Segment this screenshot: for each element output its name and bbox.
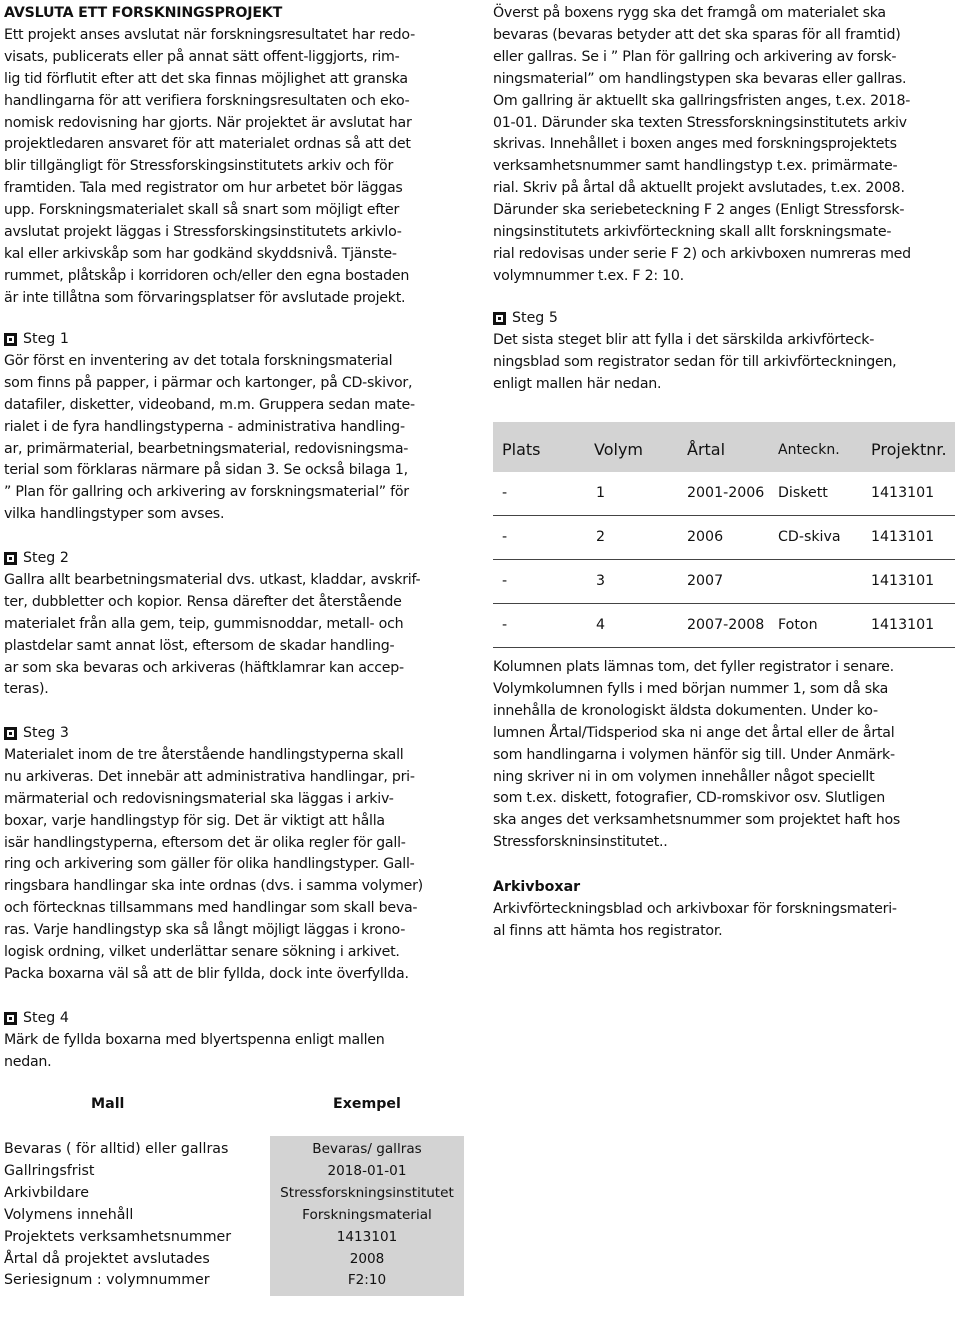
steg4-heading: Steg 4: [23, 1010, 69, 1026]
intro-line: Ett projekt anses avslutat när forskningsresultatet har redo-: [4, 26, 415, 43]
explanation-line: innehålla de kronologiskt äldsta dokumenten. Under ko-: [493, 702, 878, 719]
bullet-square-icon: [4, 333, 17, 346]
table-header: [493, 422, 955, 472]
cell-volym: 4: [596, 617, 606, 633]
steg3-line: märmaterial och redovisningsmaterial ska läggas i arkiv-: [4, 790, 394, 807]
steg4-line: nedan.: [4, 1053, 52, 1070]
exempel-value: F2:10: [347, 1272, 387, 1289]
header-volym: Volym: [594, 440, 643, 459]
steg3-line: Materialet inom de tre återstående handlingstyperna skall: [4, 746, 404, 763]
bullet-square-icon: [4, 552, 17, 565]
exempel-value: 2018-01-01: [327, 1162, 407, 1179]
cell-volym: 1: [596, 485, 606, 501]
cell-artal: 2007: [687, 573, 724, 589]
table-explanation: [493, 657, 956, 854]
box-label-instructions: [493, 3, 956, 288]
arkivforteckning-table: [493, 422, 955, 648]
cell-projektnr: 1413101: [871, 485, 935, 501]
intro-line: visats, publicerats eller på annat sätt offent-liggjorts, rim-: [4, 48, 400, 65]
explanation-line: ska anges det verksamhetsnummer som projektet haft hos: [493, 812, 901, 829]
steg3-heading: Steg 3: [23, 725, 69, 741]
instruction-line: 01-01. Därunder ska texten Stressforskningsinstitutets arkiv: [493, 114, 907, 131]
cell-projektnr: 1413101: [871, 617, 935, 633]
steg1-line: Gör först en inventering av det totala forskningsmaterial: [4, 352, 393, 369]
steg5-section: [493, 308, 956, 396]
steg2-line: ter, dubbletter och kopior. Rensa därefter det återstående: [4, 593, 402, 610]
instruction-line: verksamhetsnummer samt handlingstyp t.ex. primärmate-: [493, 158, 898, 175]
cell-plats: -: [502, 529, 508, 545]
header-anteckn: Anteckn.: [778, 442, 840, 458]
mall-label: Årtal då projektet avslutades: [4, 1250, 210, 1267]
mall-label: Gallringsfrist: [4, 1162, 95, 1179]
cell-anteckn: CD-skiva: [778, 529, 841, 545]
steg1-line: terial som förklaras närmare på sidan 3. Se också bilaga 1,: [4, 462, 408, 479]
mall-label: Projektets verksamhetsnummer: [4, 1228, 232, 1245]
arkivboxar-line: Arkivförteckningsblad och arkivboxar för forskningsmateri-: [493, 900, 897, 917]
mall-label: Bevaras ( för alltid) eller gallras: [4, 1141, 229, 1157]
instruction-line: rial redovisas under serie F 2) och arkivboxen numreras med: [493, 245, 911, 262]
steg3-line: ring och arkivering som gäller för olika handlingstyper. Gall-: [4, 856, 415, 873]
cell-projektnr: 1413101: [871, 529, 935, 545]
steg5-heading: Steg 5: [512, 310, 558, 326]
mall-label: Seriesignum : volymnummer: [4, 1272, 210, 1289]
cell-projektnr: 1413101: [871, 573, 935, 589]
exempel-value: Bevaras/ gallras: [312, 1141, 422, 1157]
steg5-line: ningsblad som registrator sedan för till arkivförteckningen,: [493, 353, 897, 370]
steg3-line: logisk ordning, vilket underlättar senare sökning i arkivet.: [4, 944, 400, 961]
steg4-section: [4, 1008, 467, 1074]
steg3-line: boxar, varje handlingstyp för sig. Det är viktigt att hålla: [4, 812, 385, 829]
instruction-line: eller gallras. Se i ” Plan för gallring och arkivering av forsk-: [493, 48, 897, 65]
steg1-line: ” Plan för gallring och arkivering av forskningsmaterial” för: [4, 484, 409, 501]
exempel-heading: Exempel: [333, 1096, 401, 1112]
document-title: AVSLUTA ETT FORSKNINGSPROJEKT: [4, 5, 283, 21]
steg1-line: som finns på papper, i pärmar och kartonger, på CD-skivor,: [4, 374, 413, 391]
steg3-line: isär handlingstyperna, eftersom det är olika regler för gall-: [4, 834, 406, 851]
steg1-line: datafiler, disketter, videoband, m.m. Gruppera sedan mate-: [4, 396, 415, 413]
table-row: [493, 472, 955, 516]
exempel-value: Stressforskningsinstitutet: [280, 1184, 454, 1201]
bullet-square-icon: [4, 727, 17, 740]
explanation-line: Volymkolumnen fylls i med början nummer 1, som då ska: [493, 680, 889, 697]
intro-line: kal eller arkivskåp som har godkänd skyddsnivå. Tjänste-: [4, 245, 397, 262]
header-artal: Årtal: [687, 440, 726, 459]
cell-plats: -: [502, 573, 508, 589]
cell-volym: 2: [596, 529, 606, 545]
intro-line: handlingarna för att verifiera forskningsresultaten och eko-: [4, 92, 410, 109]
cell-volym: 3: [596, 573, 606, 589]
bullet-square-icon: [493, 312, 506, 325]
steg2-line: teras).: [4, 681, 49, 698]
steg3-line: Packa boxarna väl så att de blir fyllda, dock inte överfyllda.: [4, 965, 409, 982]
steg1-line: rialet i de fyra handlingstyperna - administrativa handling-: [4, 418, 405, 435]
instruction-line: Därunder ska seriebeteckning F 2 anges (Enligt Stressforsk-: [493, 202, 905, 219]
steg3-section: [4, 723, 467, 986]
explanation-line: Kolumnen plats lämnas tom, det fyller registrator i senare.: [493, 659, 894, 675]
cell-artal: 2007-2008: [687, 617, 765, 633]
arkivboxar-heading: Arkivboxar: [493, 879, 581, 895]
cell-artal: 2001-2006: [687, 485, 765, 501]
cell-anteckn: Foton: [778, 617, 818, 633]
cell-plats: -: [502, 617, 508, 633]
exempel-value: 2008: [349, 1250, 385, 1267]
mall-labels: [4, 1139, 274, 1292]
instruction-line: bevaras (bevaras betyder att det ska sparas för all framtid): [493, 26, 901, 43]
steg2-heading: Steg 2: [23, 550, 69, 566]
header-projektnr: Projektnr.: [871, 440, 947, 459]
arkivboxar-section: [493, 877, 956, 943]
intro-line: nomisk redovisning har gjorts. När projektet är avslutat har: [4, 114, 412, 131]
steg1-heading: Steg 1: [23, 331, 69, 347]
intro-line: projektledaren ansvaret för att materialet ordnas så att det: [4, 136, 411, 153]
steg3-line: nu arkiveras. Det innebär att administrativa handlingar, pri-: [4, 768, 415, 785]
instruction-line: volymnummer t.ex. F 2: 10.: [493, 267, 684, 284]
steg3-line: ras. Varje handlingstyp ska så långt möjligt läggas i krono-: [4, 922, 406, 939]
intro-paragraph: [4, 25, 467, 310]
cell-plats: -: [502, 485, 508, 501]
cell-artal: 2006: [687, 529, 724, 545]
instruction-line: ningsmaterial” om handlingstypen ska bevaras eller gallras.: [493, 70, 907, 87]
mall-heading: Mall: [91, 1096, 125, 1112]
instruction-line: Om gallring är aktuellt ska gallringsfristen anges, t.ex. 2018-: [493, 92, 911, 109]
steg2-section: [4, 548, 467, 701]
intro-line: blir tillgängligt för Stressforskingsinstitutets arkiv och för: [4, 158, 394, 175]
intro-line: upp. Forskningsmaterialet skall så snart som möjligt efter: [4, 202, 400, 219]
table-row: [493, 516, 955, 560]
steg5-line: enligt mallen här nedan.: [493, 375, 662, 392]
exempel-value: 1413101: [336, 1228, 398, 1245]
explanation-line: Stressforskninsinstitutet..: [493, 834, 668, 851]
instruction-line: rial. Skriv på årtal då aktuellt projekt avslutades, t.ex. 2008.: [493, 180, 905, 197]
instruction-line: skrivas. Innehållet i boxen anges med forskningsprojektets: [493, 136, 897, 153]
steg1-line: ar, primärmaterial, bearbetningsmaterial, redovisningsma-: [4, 440, 409, 457]
row-divider: [493, 647, 955, 648]
arkivboxar-line: al finns att hämta hos registrator.: [493, 922, 723, 939]
cell-anteckn: Diskett: [778, 485, 828, 501]
explanation-line: som handlingarna i volymen hänför sig till. Under Anmärk-: [493, 746, 895, 763]
steg5-line: Det sista steget blir att fylla i det särskilda arkivförteck-: [493, 331, 875, 348]
table-row: [493, 604, 955, 648]
intro-line: lig tid förflutit efter att det ska finnas möjlighet att granska: [4, 70, 408, 87]
mall-label: Arkivbildare: [4, 1184, 89, 1201]
steg1-section: [4, 329, 467, 526]
instruction-line: ningsinstitutets arkivförteckning skall allt forskningsmate-: [493, 224, 892, 241]
steg4-line: Märk de fyllda boxarna med blyertspenna enligt mallen: [4, 1031, 385, 1048]
explanation-line: lumnen Årtal/Tidsperiod ska ni ange det årtal eller de årtal: [493, 724, 895, 741]
steg2-line: materialet från alla gem, teip, gummisnoddar, metall- och: [4, 615, 404, 632]
explanation-line: ning skriver ni in om volymen innehåller något speciellt: [493, 768, 875, 785]
steg1-line: vilka handlingstyper som avses.: [4, 506, 225, 523]
intro-line: framtiden. Tala med registrator om hur arbetet bör läggas: [4, 180, 403, 197]
header-plats: Plats: [502, 440, 541, 459]
exempel-value: Forskningsmaterial: [302, 1206, 432, 1223]
intro-line: rummet, plåtskåp i korridoren och/eller den egna bostaden: [4, 267, 410, 284]
steg2-line: ar som ska bevaras och arkiveras (häftklamrar kan accep-: [4, 659, 404, 676]
intro-line: är inte tillåtna som förvaringsplatser för avslutade projekt.: [4, 289, 406, 306]
instruction-line: Överst på boxens rygg ska det framgå om materialet ska: [493, 5, 886, 21]
steg3-line: ringsbara handlingar ska inte ordnas (dvs. i samma volymer): [4, 878, 423, 895]
steg2-line: plastdelar samt annat löst, eftersom de skadar handling-: [4, 637, 395, 654]
exempel-box: [270, 1136, 464, 1296]
mall-label: Volymens innehåll: [4, 1206, 134, 1223]
table-row: [493, 560, 955, 604]
bullet-square-icon: [4, 1012, 17, 1025]
explanation-line: som t.ex. diskett, fotografier, CD-romskivor osv. Slutligen: [493, 790, 885, 807]
steg3-line: och förtecknas tillsammans med handlingar som skall beva-: [4, 900, 418, 917]
intro-line: avslutat projekt läggas i Stressforskingsinstitutets arkivlo-: [4, 224, 402, 241]
steg2-line: Gallra allt bearbetningsmaterial dvs. utkast, kladdar, avskrif-: [4, 571, 421, 588]
